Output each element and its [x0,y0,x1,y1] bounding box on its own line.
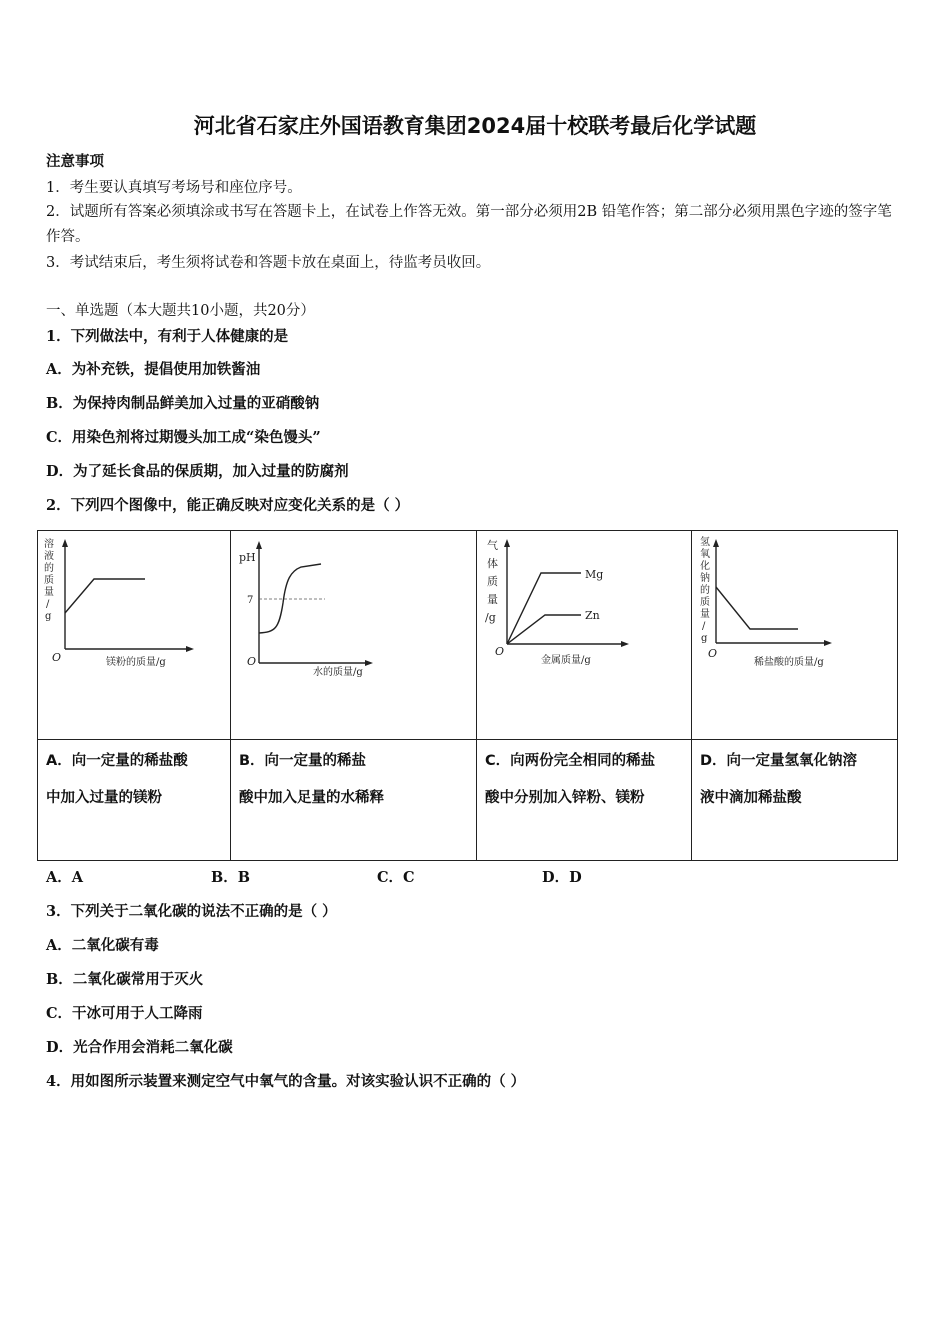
graph-d-ylabel-char: 量 [700,609,710,620]
graph-c-ylabel [485,538,498,624]
graph-a-xlabel: 镁粉的质量/g [106,657,166,668]
notice-item-1: 1．考生要认真填写考场号和座位序号。 [46,180,302,196]
graph-d [692,531,897,739]
graph-a [38,531,230,739]
graph-d-origin: O [708,647,718,660]
graph-d-xlabel: 稀盐酸的质量/g [754,657,824,668]
graph-a-ylabel-char: 量 [44,587,54,598]
graph-a-ylabel-char: 液 [44,551,54,562]
graph-d-cell [692,531,898,740]
graph-c-caption-line1: C．向两份完全相同的稀盐 [485,753,656,769]
graph-b-caption [231,740,477,861]
graph-d-y-arrow [713,539,719,547]
graph-d-curve [716,587,798,629]
graph-d-caption [692,740,898,861]
graph-d-ylabel-char: 化 [700,561,710,572]
graph-c-ylabel-char: /g [485,611,496,624]
graph-a-cell [38,531,231,740]
graph-a-ylabel-char: 溶 [44,539,54,550]
graph-c-caption [477,740,692,861]
graph-a-caption [38,740,231,861]
graph-a-ylabel [44,537,54,622]
graph-b-caption-line1: B．向一定量的稀盐 [239,753,367,769]
graph-c-origin: O [495,645,505,658]
graph-b-tick-7: 7 [247,595,254,606]
graph-a-ylabel-char: 的 [44,563,54,574]
graph-c-label-zn: Zn [585,609,600,622]
graph-a-curve [65,579,145,613]
graph-c-ylabel-char: 质 [487,575,498,588]
q2-choice-b: B．B [211,869,251,886]
graph-d-x-arrow [824,640,832,646]
q2-stem: 2．下列四个图像中，能正确反映对应变化关系的是（ ） [46,497,410,514]
graph-a-caption-line2: 中加入过量的镁粉 [46,790,162,806]
q4-stem: 4．用如图所示装置来测定空气中氧气的含量。对该实验认识不正确的（ ） [46,1073,526,1090]
graph-d-ylabel [700,535,710,644]
graph-c-series-mg [507,573,581,644]
graph-d-caption-line2: 液中滴加稀盐酸 [700,790,802,806]
graph-c-ylabel-char: 体 [487,557,498,570]
graph-c-caption-line2: 酸中分别加入锌粉、镁粉 [485,790,645,806]
notice-heading: 注意事项 [46,153,104,170]
graph-a-ylabel-char: / [46,599,50,610]
graph-b-ylabel: pH [239,551,256,564]
exam-title: 河北省石家庄外国语教育集团2024届十校联考最后化学试题 [193,114,757,138]
q3-option-d: D．光合作用会消耗二氧化碳 [46,1039,233,1056]
graph-b-xlabel: 水的质量/g [313,667,363,678]
q3-option-c: C．干冰可用于人工降雨 [46,1005,203,1022]
graph-d-ylabel-char: 钠 [700,573,710,584]
graph-c-label-mg: Mg [585,568,604,581]
q1-stem: 1．下列做法中，有利于人体健康的是 [46,328,289,345]
graph-c-xlabel: 金属质量/g [541,655,591,666]
graph-c-x-arrow [621,641,629,647]
graph-a-ylabel-char: 质 [44,575,54,586]
q1-option-a: A．为补充铁，提倡使用加铁酱油 [46,361,261,378]
graph-d-ylabel-char: 的 [700,585,710,596]
notice-item-2: 2．试题所有答案必须填涂或书写在答题卡上，在试卷上作答无效。第一部分必须用2B 铅笔作答；第二部分必须用黑色字迹的签字笔作答。 [46,204,892,245]
graph-c-y-arrow [504,539,510,547]
q1-option-d: D．为了延长食品的保质期，加入过量的防腐剂 [46,463,349,480]
graph-c-cell [477,531,692,740]
graph-d-ylabel-char: 质 [700,597,710,608]
graph-c-ylabel-char: 量 [487,593,498,606]
q3-option-a: A．二氧化碳有毒 [46,937,159,954]
graph-c-ylabel-char: 气 [487,539,498,552]
graph-a-y-arrow [62,539,68,547]
graph-d-ylabel-char: 氧 [700,549,710,560]
q1-option-b: B．为保持肉制品鲜美加入过量的亚硝酸钠 [46,395,320,412]
section-heading: 一、单选题（本大题共10小题，共20分） [46,303,315,319]
graph-b-y-arrow [256,541,262,549]
q2-choice-c: C．C [377,869,415,886]
graph-a-caption-line1: A．向一定量的稀盐酸 [46,753,188,769]
graph-b-origin: O [247,655,257,668]
graph-b-cell [231,531,477,740]
notice-item-3: 3．考试结束后，考生须将试卷和答题卡放在桌面上，待监考员收回。 [46,255,491,271]
q2-graph-table [37,530,898,861]
graph-b-curve [259,564,321,633]
graph-a-ylabel-char: g [45,611,52,622]
q2-choice-d: D．D [542,869,582,886]
q3-option-b: B．二氧化碳常用于灭火 [46,971,204,988]
graph-d-ylabel-char: 氢 [700,537,710,548]
graph-d-ylabel-char: g [701,633,708,644]
q2-choice-a: A．A [46,869,84,886]
graph-d-caption-line1: D．向一定量氢氧化钠溶 [700,753,858,769]
graph-d-ylabel-char: / [702,621,706,632]
q1-option-c: C．用染色剂将过期馒头加工成“染色馒头” [46,429,321,446]
graph-b-caption-line2: 酸中加入足量的水稀释 [239,790,384,806]
graph-c [477,531,691,739]
graph-b [231,531,476,739]
graph-a-x-arrow [186,646,194,652]
graph-b-x-arrow [365,660,373,666]
q3-stem: 3．下列关于二氧化碳的说法不正确的是（ ） [46,903,337,920]
graph-a-origin: O [52,651,62,664]
